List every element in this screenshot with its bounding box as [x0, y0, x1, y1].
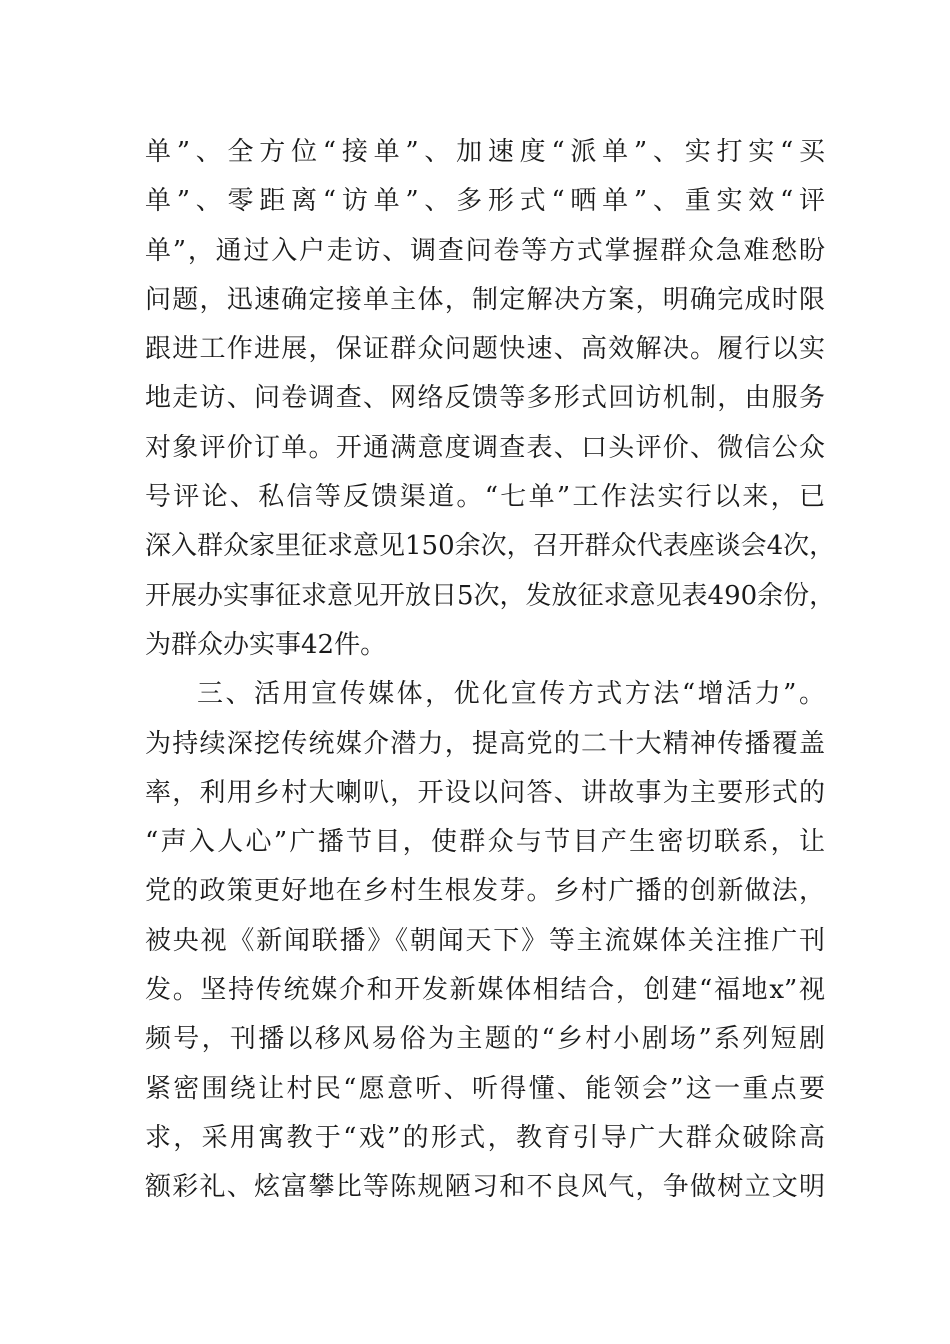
text-line: 单”、全方位“接单”、加速度“派单”、实打实“买: [145, 137, 825, 167]
body-text: [145, 128, 836, 1213]
text-line: 跟进工作进展，保证群众问题快速、高效解决。履行以实: [145, 334, 825, 365]
text-line: 号评论、私信等反馈渠道。“七单”工作法实行以来，已: [145, 482, 825, 513]
text-line: 紧密围绕让村民“愿意听、听得懂、能领会”这一重点要: [145, 1073, 825, 1104]
text-line: 率，利用乡村大喇叭，开设以问答、讲故事为主要形式的: [145, 777, 825, 808]
text-line: 单”、零距离“访单”、多形式“晒单”、重实效“评: [145, 186, 825, 217]
text-line: 频号，刊播以移风易俗为主题的“乡村小剧场”系列短剧: [145, 1024, 825, 1055]
text-line: 对象评价订单。开通满意度调查表、口头评价、微信公众: [145, 432, 825, 463]
text-line: “声入人心”广播节目，使群众与节目产生密切联系，让: [145, 827, 825, 858]
text-line: 深入群众家里征求意见150余次，召开群众代表座谈会4次，: [145, 531, 836, 562]
text-line: 地走访、问卷调查、网络反馈等多形式回访机制，由服务: [145, 383, 825, 414]
text-line: 问题，迅速确定接单主体，制定解决方案，明确完成时限: [145, 284, 825, 315]
text-line: 发。坚持传统媒介和开发新媒体相结合，创建“福地x”视: [145, 975, 825, 1006]
text-line: 被央视《新闻联播》《朝闻天下》等主流媒体关注推广刊: [145, 925, 825, 956]
text-line: 额彩礼、炫富攀比等陈规陋习和不良风气，争做树立文明: [145, 1172, 825, 1203]
text-line: 开展办实事征求意见开放日5次，发放征求意见表490余份，: [145, 580, 836, 611]
text-line: 党的政策更好地在乡村生根发芽。乡村广播的创新做法，: [145, 876, 825, 907]
section-heading-line: 三、活用宣传媒体，优化宣传方式方法“增活力”。: [197, 679, 825, 710]
text-line: 单”，通过入户走访、调查问卷等方式掌握群众急难愁盼: [145, 235, 825, 266]
text-line: 为持续深挖传统媒介潜力，提高党的二十大精神传播覆盖: [145, 728, 825, 759]
text-line: 为群众办实事42件。: [145, 629, 387, 660]
text-line: 求，采用寓教于“戏”的形式，教育引导广大群众破除高: [145, 1122, 825, 1153]
